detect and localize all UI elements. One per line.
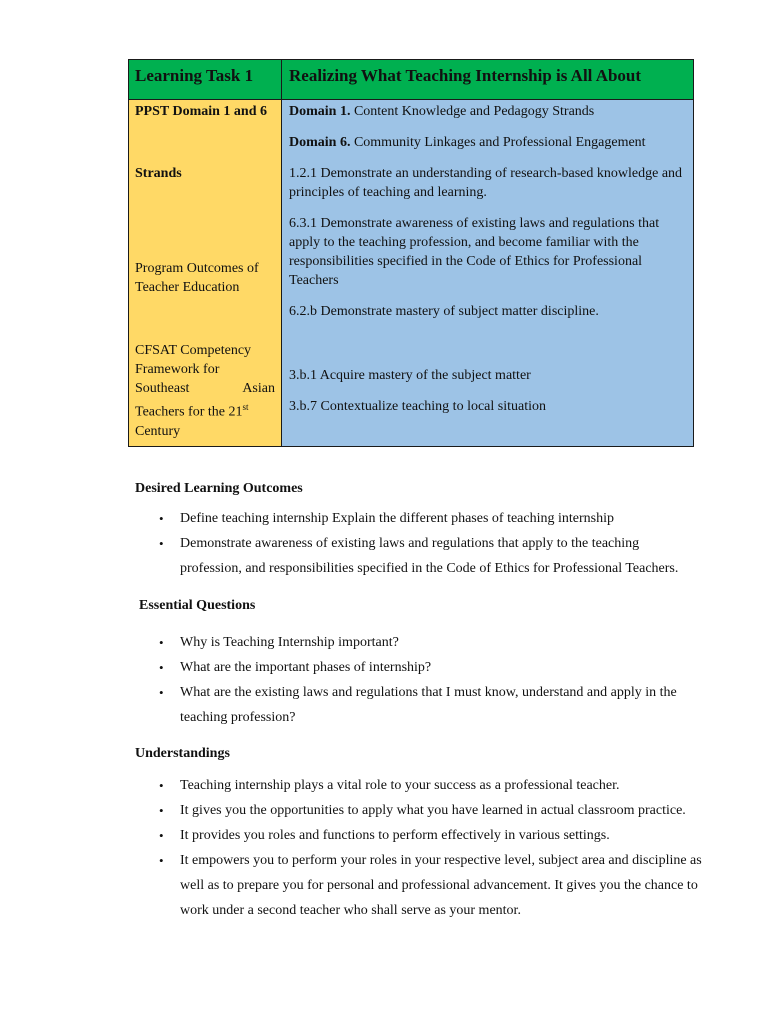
cfsat-line: Southeast Asian <box>135 381 275 396</box>
bullet-icon: • <box>159 803 164 818</box>
cfsat-line <box>135 398 275 422</box>
desired-outcomes-list <box>135 506 703 581</box>
list-item <box>135 798 703 823</box>
program-outcomes-label: Program Outcomes of Teacher Education <box>135 261 259 295</box>
cfsat-3b7: 3.b.7 Contextualize teaching to local situation <box>289 399 546 414</box>
domain1-text: Content Knowledge and Pedagogy Strands <box>350 104 595 119</box>
list-item-text: Demonstrate awareness of existing laws and regulations that apply to the teaching profession, and responsibilities specified in the Code of Ethics for Professional Teachers. <box>180 536 679 576</box>
list-item-text: It empowers you to perform your roles in your respective level, subject area and discipline as well as to prepare you for personal and professional advancement. It gives you the chance to work under a second teacher who shall serve as your mentor. <box>180 853 702 918</box>
task-number-cell <box>129 60 282 100</box>
understandings-title: Understandings <box>135 746 230 761</box>
domain6-text: Community Linkages and Professional Engagement <box>350 135 646 150</box>
list-item <box>135 531 703 581</box>
desired-outcomes-title: Desired Learning Outcomes <box>135 481 303 496</box>
list-item-text: What are the important phases of internship? <box>180 660 432 675</box>
bullet-icon: • <box>159 685 164 700</box>
bullet-icon: • <box>159 660 164 675</box>
list-item-text: What are the existing laws and regulations that I must know, understand and apply in the teaching profession? <box>180 685 677 725</box>
list-item <box>135 823 703 848</box>
cfsat-line: CFSAT Competency <box>135 343 252 358</box>
domain1-label: Domain 1. <box>289 104 351 119</box>
content-column <box>282 100 694 447</box>
task-number: Learning Task 1 <box>135 66 254 85</box>
list-item-text: Define teaching internship Explain the different phases of teaching internship <box>180 511 614 526</box>
list-item-text: Teaching internship plays a vital role to your success as a professional teacher. <box>180 778 620 793</box>
bullet-icon: • <box>159 536 164 551</box>
domain6-line <box>289 133 683 152</box>
cfsat-line: Century <box>135 423 181 439</box>
list-item <box>135 848 703 923</box>
strand-121: 1.2.1 Demonstrate an understanding of research-based knowledge and principles of teaching and learning. <box>289 166 683 200</box>
list-item-text: It provides you roles and functions to perform effectively in various settings. <box>180 828 610 843</box>
list-item <box>135 630 680 655</box>
domain1-line <box>289 102 683 121</box>
cfsat-label <box>135 341 275 441</box>
bullet-icon: • <box>159 853 164 868</box>
list-item-text: Why is Teaching Internship important? <box>180 635 399 650</box>
list-item <box>135 680 680 730</box>
bullet-icon: • <box>159 778 164 793</box>
outcome-62b: 6.2.b Demonstrate mastery of subject matter discipline. <box>289 304 599 319</box>
cfsat-line: Framework for <box>135 362 220 377</box>
bullet-icon: • <box>159 511 164 526</box>
strands-label: Strands <box>135 166 182 181</box>
list-item <box>135 655 680 680</box>
task-title: Realizing What Teaching Internship is All About <box>289 66 642 85</box>
cfsat-line-text: Teachers for the 21 <box>135 404 243 420</box>
essential-questions-title: Essential Questions <box>139 598 256 613</box>
domain6-label: Domain 6. <box>289 135 351 150</box>
task-title-cell <box>282 60 694 100</box>
bullet-icon: • <box>159 828 164 843</box>
bullet-icon: • <box>159 635 164 650</box>
labels-column <box>129 100 282 447</box>
ppst-label: PPST Domain 1 and 6 <box>135 104 267 119</box>
understandings-list <box>135 773 703 923</box>
learning-task-table <box>128 59 694 447</box>
list-item <box>135 773 703 798</box>
list-item-text: It gives you the opportunities to apply what you have learned in actual classroom practice. <box>180 803 686 818</box>
strand-631: 6.3.1 Demonstrate awareness of existing laws and regulations that apply to the teaching profession, and become familiar with the responsibilities specified in the Code of Ethics for Professional Teachers <box>289 216 660 288</box>
superscript: st <box>242 402 249 412</box>
list-item <box>135 506 703 531</box>
essential-questions-list <box>135 630 680 730</box>
cfsat-3b1: 3.b.1 Acquire mastery of the subject matter <box>289 368 531 383</box>
